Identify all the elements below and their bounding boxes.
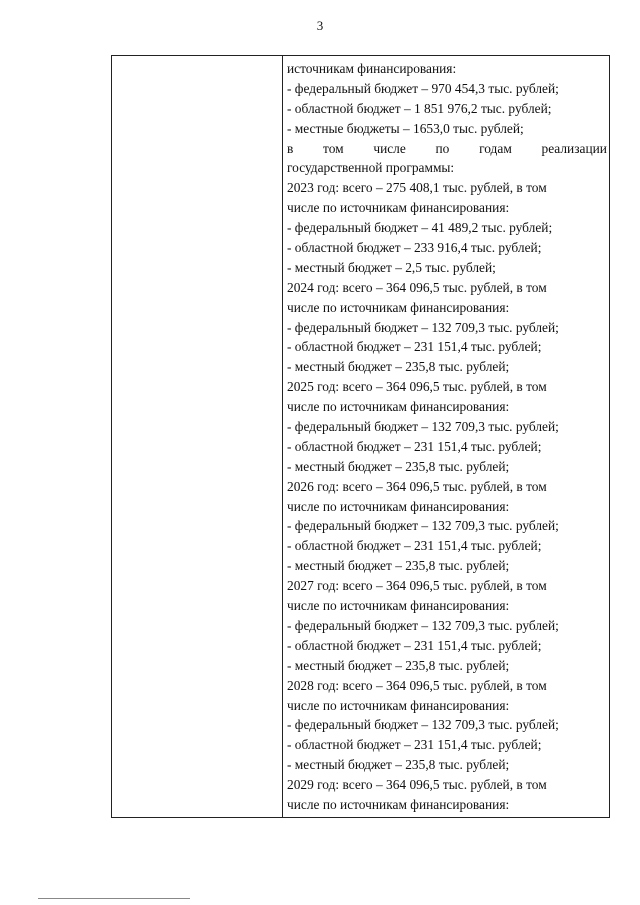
text-line: государственной программы: (287, 160, 455, 176)
text-word: годам (479, 140, 512, 156)
text-word: по (435, 140, 450, 156)
text-line: 2023 год: всего – 275 408,1 тыс. рублей, в том (287, 180, 547, 196)
text-line: числе по источникам финансирования: (287, 796, 510, 812)
text-line: числе по источникам финансирования: (287, 200, 510, 216)
text-line (287, 139, 609, 159)
text-line: - областной бюджет – 231 151,4 тыс. рублей; (287, 538, 542, 554)
text-word: реализации (541, 140, 607, 156)
text-line: - местный бюджет – 235,8 тыс. рублей; (287, 757, 510, 773)
text-line: - местный бюджет – 2,5 тыс. рублей; (287, 259, 496, 275)
text-line: 2028 год: всего – 364 096,5 тыс. рублей, в том (287, 677, 547, 693)
text-line: - местный бюджет – 235,8 тыс. рублей; (287, 657, 510, 673)
text-line: 2029 год: всего – 364 096,5 тыс. рублей, в том (287, 777, 547, 793)
text-word: числе (373, 140, 406, 156)
text-line: - областной бюджет – 231 151,4 тыс. рублей; (287, 637, 542, 653)
text-line: - федеральный бюджет – 132 709,3 тыс. рублей; (287, 419, 559, 435)
text-line: числе по источникам финансирования: (287, 598, 510, 614)
text-line: числе по источникам финансирования: (287, 697, 510, 713)
text-line: 2025 год: всего – 364 096,5 тыс. рублей, в том (287, 379, 547, 395)
text-line: - областной бюджет – 231 151,4 тыс. рублей; (287, 339, 542, 355)
text-line: - областной бюджет – 231 151,4 тыс. рублей; (287, 737, 542, 753)
text-line: 2027 год: всего – 364 096,5 тыс. рублей, в том (287, 578, 547, 594)
text-line: - местный бюджет – 235,8 тыс. рублей; (287, 558, 510, 574)
text-line: - местные бюджеты – 1653,0 тыс. рублей; (287, 120, 524, 136)
text-word: в (287, 140, 294, 156)
text-line: - местный бюджет – 235,8 тыс. рублей; (287, 359, 510, 375)
text-line: - областной бюджет – 231 151,4 тыс. рублей; (287, 438, 542, 454)
text-line: - местный бюджет – 235,8 тыс. рублей; (287, 458, 510, 474)
text-line: - федеральный бюджет – 132 709,3 тыс. рублей; (287, 717, 559, 733)
text-line: 2024 год: всего – 364 096,5 тыс. рублей, в том (287, 279, 547, 295)
financing-table (111, 55, 610, 818)
text-line: числе по источникам финансирования: (287, 299, 510, 315)
text-line: - федеральный бюджет – 41 489,2 тыс. рублей; (287, 220, 553, 236)
text-line: - областной бюджет – 233 916,4 тыс. рублей; (287, 240, 542, 256)
table-left-cell (112, 56, 283, 817)
text-line: - федеральный бюджет – 132 709,3 тыс. рублей; (287, 518, 559, 534)
text-line: - областной бюджет – 1 851 976,2 тыс. рублей; (287, 100, 552, 116)
text-line: - федеральный бюджет – 132 709,3 тыс. рублей; (287, 319, 559, 335)
financing-text-cell (283, 56, 609, 815)
footnote-rule (38, 898, 190, 899)
text-line: числе по источникам финансирования: (287, 498, 510, 514)
text-line: источникам финансирования: (287, 61, 457, 76)
page-number: 3 (316, 18, 324, 33)
text-line: - федеральный бюджет – 132 709,3 тыс. рублей; (287, 617, 559, 633)
text-line: - федеральный бюджет – 970 454,3 тыс. рублей; (287, 80, 559, 96)
text-line: числе по источникам финансирования: (287, 399, 510, 415)
text-line: 2026 год: всего – 364 096,5 тыс. рублей, в том (287, 478, 547, 494)
text-word: том (323, 140, 344, 156)
